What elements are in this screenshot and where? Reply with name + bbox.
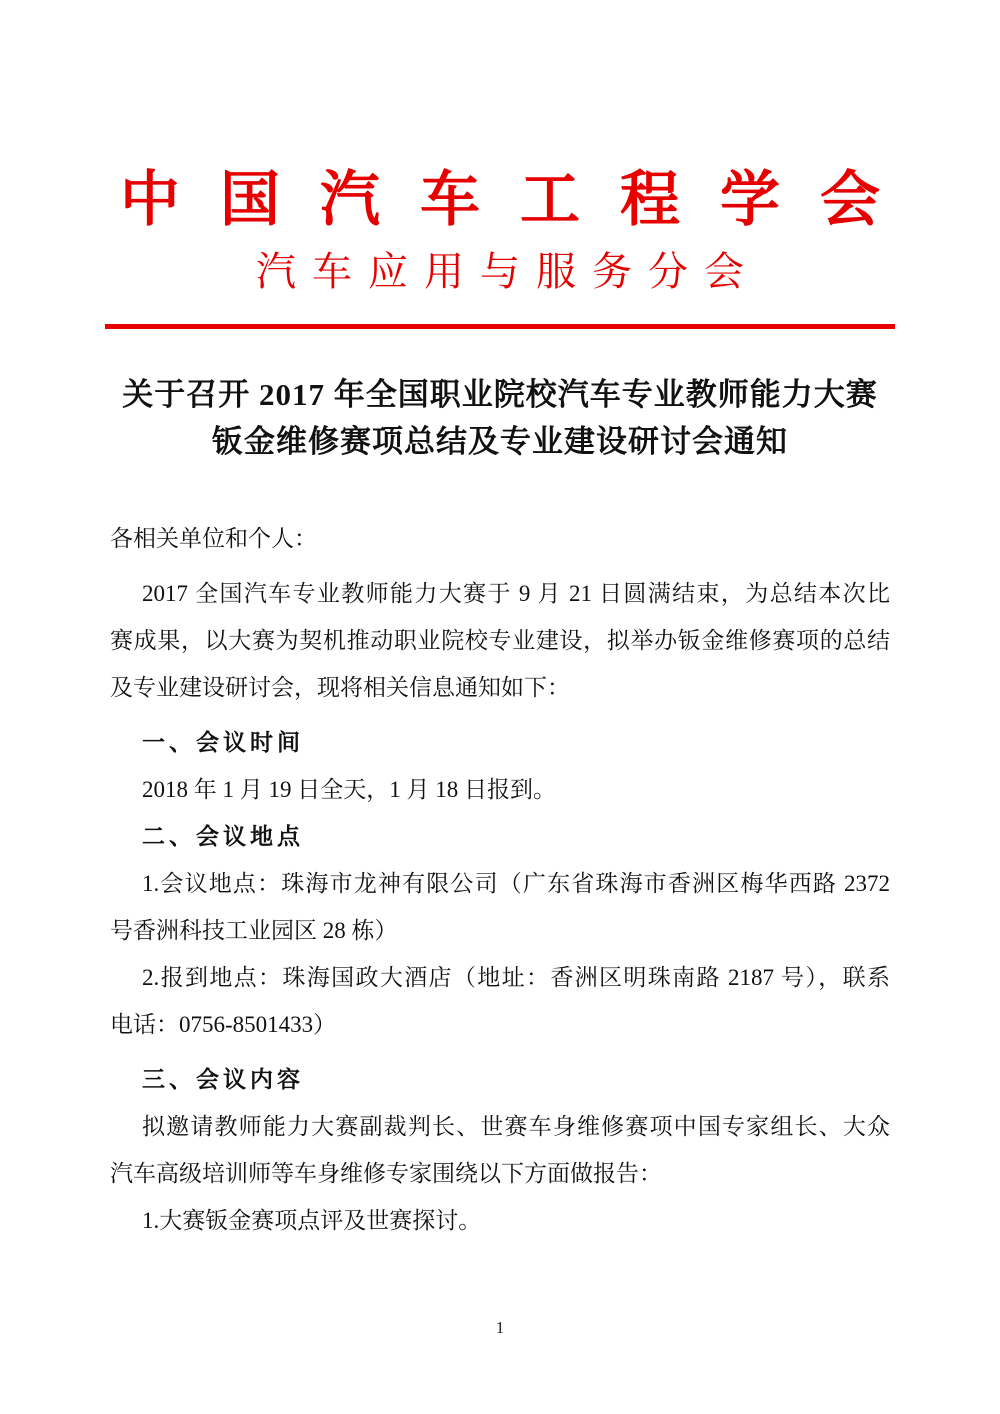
meeting-location-line-1: 1.会议地点：珠海市龙神有限公司（广东省珠海市香洲区梅华西路 2372 xyxy=(142,871,890,896)
checkin-location-line-1: 2.报到地点：珠海国政大酒店（地址：香洲区明珠南路 2187 号），联系 xyxy=(142,965,890,990)
page-number: 1 xyxy=(495,1318,505,1337)
meeting-time-line: 2018 年 1 月 19 日全天，1 月 18 日报到。 xyxy=(142,777,556,802)
section-2-heading: 二、会议地点 xyxy=(142,824,304,849)
meeting-content-line-1: 拟邀请教师能力大赛副裁判长、世赛车身维修赛项中国专家组长、大众 xyxy=(142,1114,890,1139)
agenda-item-1: 1.大赛钣金赛项点评及世赛探讨。 xyxy=(142,1208,482,1233)
meeting-location-line-2: 号香洲科技工业园区 28 栋） xyxy=(110,918,398,943)
checkin-location-line-2: 电话：0756-8501433） xyxy=(110,1012,337,1037)
notice-body xyxy=(110,515,890,1244)
organization-name: 中国汽车工程学会 xyxy=(120,167,920,233)
letterhead-divider xyxy=(105,324,895,329)
organization-branch-name: 汽车应用与服务分会 xyxy=(256,249,760,294)
intro-paragraph-line-1: 2017 全国汽车专业教师能力大赛于 9 月 21 日圆满结束，为总结本次比 xyxy=(142,581,890,606)
notice-title xyxy=(0,371,1000,465)
notice-title-line1: 关于召开 2017 年全国职业院校汽车专业教师能力大赛 xyxy=(122,377,878,412)
intro-paragraph-line-2: 赛成果，以大赛为契机推动职业院校专业建设，拟举办钣金维修赛项的总结 xyxy=(110,628,890,653)
letterhead xyxy=(0,0,1000,329)
section-1-heading: 一、会议时间 xyxy=(142,730,304,755)
notice-title-line2: 钣金维修赛项总结及专业建设研讨会通知 xyxy=(212,424,788,459)
section-3-heading: 三、会议内容 xyxy=(142,1067,304,1092)
meeting-content-line-2: 汽车高级培训师等车身维修专家围绕以下方面做报告： xyxy=(110,1161,662,1186)
intro-paragraph-line-3: 及专业建设研讨会，现将相关信息通知如下： xyxy=(110,675,570,700)
salutation: 各相关单位和个人： xyxy=(110,526,317,551)
